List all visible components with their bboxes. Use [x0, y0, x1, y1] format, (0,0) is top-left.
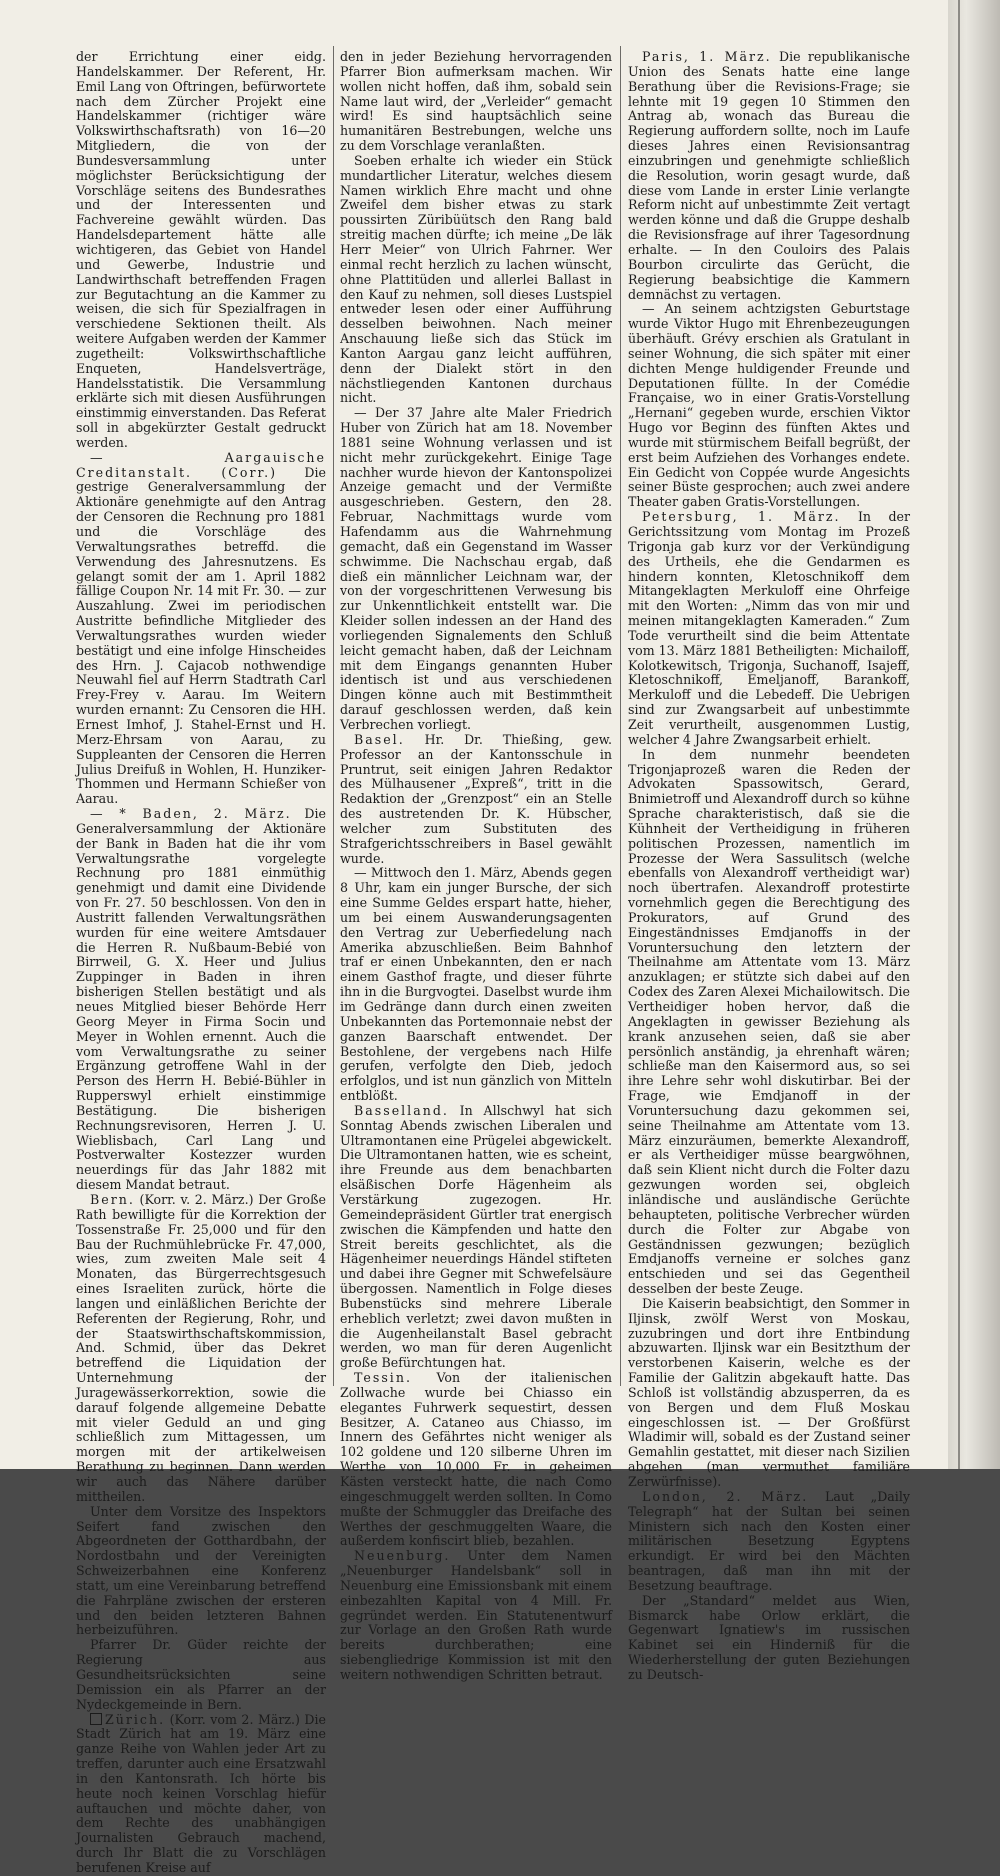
article-basel-diebstahl: — Mittwoch den 1. März, Abends gegen 8 Uhr, kam ein junger Bursche, der sich eine Summe Geldes erspart hatte, hieher, um bei einem Auswanderungsagenten den Vertrag zur Ueberfiedelung nach Amerika abzuschließen. Beim Bahnhof traf er einen Unbekannten, den er nach einem Gasthof fragte, und dieser führte ihn in die Burgvogtei. Daselbst wurde ihm im Gedränge dann durch einen zweiten Unbekannten das Portemonnaie nebst der ganzen Baarschaft entwendet. Der Bestohlene, der vergebens nach Hilfe gerufen, verfolgte den Dieb, jedoch erfolglos, und ist nun gänzlich von Mitteln entblößt.	[340, 865, 612, 1104]
dateline: Zürich.	[105, 1711, 166, 1727]
dateline: — Aargauische Creditanstalt. (Corr.)	[76, 449, 326, 480]
article-viktor-hugo: — An seinem achtzigsten Geburtstage wurde Viktor Hugo mit Ehrenbezeugungen überhäuft. Grévy erschien als Gratulant in seiner Wohnung, die sich später mit einer dichten Menge huldigender Freunde und Deputationen füllte. In der Comédie Française, wo in einer Gratis-Vorstellung „Hernani“ gegeben wurde, erschien Viktor Hugo vor Beginn des fünften Aktes und wurde mit stürmischem Beifall begrüßt, der erst beim Aufziehen des Vorhanges endete. Ein Gedicht von Coppée wurde Angesichts seiner Büste gesprochen; auch zwei andere Theater gaben Gratis-Vorstellungen.	[628, 301, 910, 510]
article-neuenburg	[340, 1549, 612, 1683]
column-rule	[620, 46, 621, 1386]
dateline: — * Baden, 2. März.	[90, 806, 292, 822]
page-edge	[948, 0, 1000, 1469]
article-handelskammer: der Errichtung einer eidg. Handelskammer. Der Referent, Hr. Emil Lang von Oftringen, befürwortete nach dem Zürcher Projekt eine Handelskammer (richtiger wäre Volkswirthschaftsrath) von 16—20 Mitgliedern, die von der Bundesversammlung unter möglichster Berücksichtigung der Vorschläge seitens des Bundesrathes und der Interessenten und Fachvereine gewählt würden. Das Handelsdepartement hätte alle wichtigeren, das Gebiet von Handel und Gewerbe, Industrie und Landwirthschaft betreffenden Fragen zur Begutachtung an die Kammer zu weisen, die sich für Spezialfragen in verschiedene Sektionen theilt. Als weitere Aufgaben werden der Kammer zugetheilt: Volkswirthschaftliche Enqueten, Handelsverträge, Handelsstatistik. Die Versammlung erklärte sich mit diesen Ausführungen einstimmig einverstanden. Das Referat soll in abgekürzter Gestalt gedruckt werden.	[76, 49, 326, 450]
column-rule	[333, 46, 334, 1386]
dateline: Tessin.	[354, 1370, 412, 1386]
article-trigonjaprozess: In dem nunmehr beendeten Trigonjaprozeß waren die Reden der Advokaten Spassowitsch, Gerard, Bnimietroff und Alexandroff durch so kühne Sprache charakteristisch, daß sie die Kühnheit der Vertheidigung in früheren politischen Prozessen, namentlich im Prozesse der Wera Sassulitsch (welche ebenfalls von Alexandroff vertheidigt war) noch übertrafen. Alexandroff protestirte vornehmlich gegen die Berechtigung des Prokurators, auf Grund des Eingeständnisses Emdjanoffs in der Voruntersuchung den letztern der Theilnahme am Attentate vom 13. März anzuklagen; er stützte sich dabei auf den Codex des Zaren Alexei Michailowitsch. Die Vertheidiger hoben hervor, daß die Angeklagten in gewisser Beziehung als krank anzusehen seien, daß sie aber persönlich anständig, ja ehrenhaft wären; schließe man den Kaisermord aus, so sei ihre Lehre sehr wohl diskutirbar. Bei der Frage, wie Emdjanoff in der Voruntersuchung dazu gekommen sei, seine Theilnahme am Attentate vom 13. März einzuräumen, bemerkte Alexandroff, er als Vertheidiger müsse beargwöhnen, daß sein Klient nicht durch die Folter dazu gezwungen worden sei, obgleich inländische und ausländische Gerüchte behaupteten, politische Verbrecher würden durch die Folter zur Abgabe von Geständnissen gezwungen; bezüglich Emdjanoffs verneine er solches ganz entschieden und sei das Gegentheil desselben der beste Zeuge.	[628, 746, 910, 1297]
article-body: Unter dem Namen „Neuenburger Handelsbank“ soll in Neuenburg eine Emissionsbank mit einem einbezahlten Kapital von 4 Mill. Fr. gegründet werden. Ein Statutenentwurf zur Vorlage an den Großen Rath wurde bereits durchberathen; eine siebengliedrige Kommission ist mit den weitern nothwendigen Schritten betraut.	[340, 1548, 612, 1682]
dateline: London, 2. März.	[642, 1488, 809, 1504]
column-middle	[340, 49, 612, 1682]
article-petersburg	[628, 510, 910, 748]
dateline: Bern.	[90, 1191, 135, 1207]
article-body: Die Generalversammlung der Aktionäre der Bank in Baden hat die ihr vom Verwaltungsrathe vorgelegte Rechnung pro 1881 einmüthig genehmigt und damit eine Dividende von Fr. 27. 50 beschlossen. Von den in Austritt fallenden Verwaltungsräthen wurden für eine weitere Amtsdauer die Herren R. Nußbaum-Bebié von Birrweil, G. X. Heer und Julius Zuppinger in Baden in ihren bisherigen Stellen bestätigt und als neues Mitglied bieser Behörde Herr Georg Meyer in Firma Socin und Meyer in Wohlen ernennt. Auch die vom Verwaltungsrathe zu seiner Ergänzung getroffene Wahl in der Person des Herrn H. Bebié-Bühler in Rupperswyl erhielt einstimmige Bestätigung. Die bisherigen Rechnungsrevisoren, Herren J. U. Wieblisbach, Carl Lang und Postverwalter Kostezzer wurden neuerdings für das Jahr 1882 mit diesem Mandat betraut.	[76, 806, 326, 1193]
article-literatur: Soeben erhalte ich wieder ein Stück mundartlicher Literatur, welches diesem Namen wirklich Ehre macht und ohne Zweifel dem bisher etwas zu stark poussirten Züribüütsch den Rang bald streitig machen dürfte; ich meine „De läk Herr Meier“ von Ulrich Fahrner. Wer einmal recht herzlich zu lachen wünscht, ohne Plattitüden und allerlei Ballast in den Kauf zu nehmen, soll dieses Lustspiel entweder lesen oder einer Aufführung desselben beiwohnen. Nach meiner Anschauung ließe sich das Stück im Kanton Aargau ganz leicht aufführen, denn der Dialekt stört in den nächstliegenden Kantonen durchaus nicht.	[340, 152, 612, 406]
box-icon	[90, 1713, 102, 1725]
article-bern	[76, 1193, 326, 1505]
article-baden	[76, 807, 326, 1193]
article-body: Laut „Daily Telegraph“ hat der Sultan bei seinen Ministern sich nach den Kosten einer militärischen Besetzung Egyptens erkundigt. Er wird bei den Mächten beantragen, daß man ihn mit der Besetzung beauftrage.	[628, 1488, 910, 1593]
dateline: Petersburg, 1. März.	[642, 509, 841, 525]
article-gotthardbahn: Unter dem Vorsitze des Inspektors Seifert fand zwischen den Abgeordneten der Gotthardbahn, der Nordostbahn und der Vereinigten Schweizerbahnen eine Konferenz statt, um eine Vereinbarung betreffend die Fahrpläne zwischen der ersteren und den beiden letzteren Bahnen herbeizuführen.	[76, 1503, 326, 1638]
dateline: Neuenburg.	[354, 1548, 451, 1564]
column-left	[76, 49, 326, 1875]
page-edge-line	[958, 0, 960, 1469]
article-body: In der Gerichtssitzung vom Montag im Prozeß Trigonja gab kurz vor der Verkündigung des Urtheils, ehe die Gendarmen es hindern konnten, Kletoschnikoff dem Mitangeklagten Merkuloff eine Ohrfeige mit den Worten: „Nimm das von mir und meinen mitangeklagten Kameraden.“ Zum Tode verurtheilt sind die beim Attentate vom 13. März 1881 Betheiligten: Michailoff, Kolotkewitsch, Trigonja, Suchanoff, Isajeff, Kletoschnikoff, Emeljanoff, Barankoff, Merkuloff und die Lebedeff. Die Uebrigen sind zur Zwangsarbeit auf unbestimmte Zeit verurtheilt, ausgenommen Lustig, welcher 4 Jahre Zwangsarbeit erhielt.	[628, 509, 910, 747]
dateline: Paris, 1. März.	[642, 49, 772, 64]
dateline: Basselland.	[354, 1102, 449, 1118]
article-pfarrer-gueder: Pfarrer Dr. Güder reichte der Regierung aus Gesundheitsrücksichten seine Demission ein als Pfarrer an der Nydeckgemeinde in Bern.	[76, 1637, 326, 1712]
article-paris	[628, 50, 910, 302]
dateline: Basel.	[354, 731, 405, 747]
article-body: Die republikanische Union des Senats hatte eine lange Berathung über die Revisions-Frage; sie lehnte mit 19 gegen 10 Stimmen den Antrag ab, wonach das Bureau die Regierung auffordern sollte, noch im Laufe dieses Jahres einen Revisionsantrag einzubringen und genehmigte schließlich die Resolution, worin gesagt wurde, daß diese vom Lande in erster Linie verlangte Reform nicht auf unbestimmte Zeit vertagt werden könne und daß die Gruppe deshalb die Revisionsfrage auf ihrer Tagesordnung erhalte. — In den Couloirs des Palais Bourbon circulirte das Gerücht, die Regierung beabsichtige die Kammern demnächst zu vertagen.	[628, 49, 911, 302]
article-zuerich-continued: den in jeder Beziehung hervorragenden Pfarrer Bion aufmerksam machen. Wir wollen nicht hoffen, daß ihm, sobald sein Name laut wird, der „Verleider“ gemacht wird! Es sind hauptsächlich seine humanitären Bestrebungen, welche uns zu dem Vorschlage veranlaßten.	[340, 49, 612, 154]
article-tessin	[340, 1371, 612, 1549]
article-kaiserin: Die Kaiserin beabsichtigt, den Sommer in Iljinsk, zwölf Werst von Moskau, zuzubringen und dort ihre Entbindung abzuwarten. Iljinsk war ein Besitzthum der verstorbenen Kaiserin, welche es der Familie der Galitzin abgekauft hatte. Das Schloß ist vollständig abzusperren, da es von Bergen und dem Fluß Moskau eingeschlossen ist. — Der Großfürst Wladimir will, sobald es der Zustand seiner Gemahlin gestattet, mit dieser nach Sizilien abgehen (man vermuthet familiäre Zerwürfnisse).	[628, 1295, 910, 1489]
article-body: (Korr. vom 2. März.) Die Stadt Zürich hat am 19. März eine ganze Reihe von Wahlen jeder Art zu treffen, darunter auch eine Ersatzwahl in den Kantonsrath. Ich hörte bis heute noch keinen Vorschlag hiefür auftauchen und möchte daher, von dem Rechte des unabhängigen Journalisten Gebrauch machend, durch Ihr Blatt die zu Vorschlägen berufenen Kreise auf	[76, 1711, 326, 1875]
article-body: (Korr. v. 2. März.) Der Große Rath bewilligte für die Korrektion der Tossenstraße Fr. 25,000 und für den Bau der Ruchmühlebrücke Fr. 47,000, wies, zum zweiten Male seit 4 Monaten, das Bürgerrechtsgesuch eines Israeliten zurück, hörte die langen und einläßlichen Berichte der Referenten der Regierung, Rohr, und der Staatswirthschaftskommission, And. Schmid, über das Dekret betreffend die Liquidation der Unternehmung der Juragewässerkorrektion, sowie die darauf folgende allgemeine Debatte mit vieler Geduld an und ging schließlich zum Mittagessen, um morgen mit der artikelweisen Berathung zu beginnen. Dann werden wir auch das Nähere darüber mittheilen.	[76, 1191, 326, 1504]
article-body: In Allschwyl hat sich Sonntag Abends zwischen Liberalen und Ultramontanen eine Prügelei abgewickelt. Die Ultramontanen hatten, wie es scheint, ihre Freunde aus dem benachbarten elsäßischen Dorfe Hägenheim als Verstärkung zugezogen. Hr. Gemeindepräsident Gürtler trat energisch zwischen die Kämpfenden und hatte den Streit bereits geschlichtet, als die Hägenheimer neuerdings Händel stifteten und dabei ihre Gegner mit Schwefelsäure übergossen. Namentlich in Folge dieses Bubenstücks sind mehrere Liberale erheblich verletzt; zwei davon mußten in die Augenheilanstalt Basel gebracht werden, wo man für deren Augenlicht große Befürchtungen hat.	[340, 1102, 612, 1371]
article-maler-huber: — Der 37 Jahre alte Maler Friedrich Huber von Zürich hat am 18. November 1881 seine Wohnung verlassen und ist nicht mehr zurückgekehrt. Einige Tage nachher wurde hievon der Kantonspolizei Anzeige gemacht und der Vermißte ausgeschrieben. Gestern, den 28. Februar, Nachmittags wurde vom Hafendamm aus die Wahrnehmung gemacht, daß ein Gegenstand im Wasser schwimme. Die Nachschau ergab, daß dieß ein männlicher Leichnam war, der von der vorgeschrittenen Verwesung bis zur Unkenntlichkeit entstellt war. Die Kleider sollen indessen an der Hand des vorliegenden Signalements den Schluß leicht gemacht haben, daß der Leichnam mit dem Eingangs genannten Huber identisch ist und aus verschiedenen Dingen könne auch mit Bestimmtheit darauf geschlossen werden, daß kein Verbrechen vorliegt.	[340, 405, 612, 732]
article-body: Die gestrige Generalversammlung der Aktionäre genehmigte auf den Antrag der Censoren die Rechnung pro 1881 und die Vorschläge des Verwaltungsrathes betreffd. die Verwendung des Jahresnutzens. Es gelangt somit der am 1. April 1882 fällige Coupon Nr. 14 mit Fr. 30. — zur Auszahlung. Zwei im periodischen Austritte befindliche Mitglieder des Verwaltungsrathes wurden wieder bestätigt und eine infolge Hinscheides des Hrn. J. Cajacob nothwendige Neuwahl fiel auf Herrn Stadtrath Carl Frey-Frey v. Aarau. Im Weitern wurden ernannt: Zu Censoren die HH. Ernest Imhof, J. Stahel-Ernst und H. Merz-Ehrsam von Aarau, zu Suppleanten der Censoren die Herren Julius Dreifuß in Wohlen, H. Hunziker-Thommen und Hermann Schießer von Aarau.	[76, 464, 326, 807]
article-body: Von der italienischen Zollwache wurde bei Chiasso ein elegantes Fuhrwerk sequestirt, dessen Besitzer, A. Cataneo aus Chiasso, im Innern des Gefährtes nicht weniger als 102 goldene und 120 silberne Uhren im Werthe von 10,000 Fr. in geheimen Kästen versteckt hatte, die nach Como eingeschmuggelt werden sollten. In Como mußte der Schmuggler das Dreifache des Werthes der geschmuggelten Waare, die außerdem konfiscirt blieb, bezahlen.	[340, 1370, 612, 1549]
article-basselland	[340, 1104, 612, 1371]
article-aargau-creditanstalt	[76, 451, 326, 807]
article-london	[628, 1490, 910, 1594]
column-right	[628, 49, 911, 1682]
article-zuerich	[76, 1713, 326, 1876]
article-standard: Der „Standard“ meldet aus Wien, Bismarck habe Orlow erklärt, die Gegenwart Ignatiew's im russischen Kabinet sei ein Hinderniß für die Wiederherstellung der guten Beziehungen zu Deutsch-	[628, 1592, 910, 1682]
article-body: Hr. Dr. Thießing, gew. Professor an der Kantonsschule in Pruntrut, seit einigen Jahren Redaktor des Mülhausener „Expreß“, tritt in die Redaktion der „Grenzpost“ ein an Stelle des austretenden Dr. K. Hübscher, welcher zum Substituten des Strafgerichtsschreibers in Basel gewählt wurde.	[340, 731, 612, 866]
article-basel	[340, 733, 612, 867]
